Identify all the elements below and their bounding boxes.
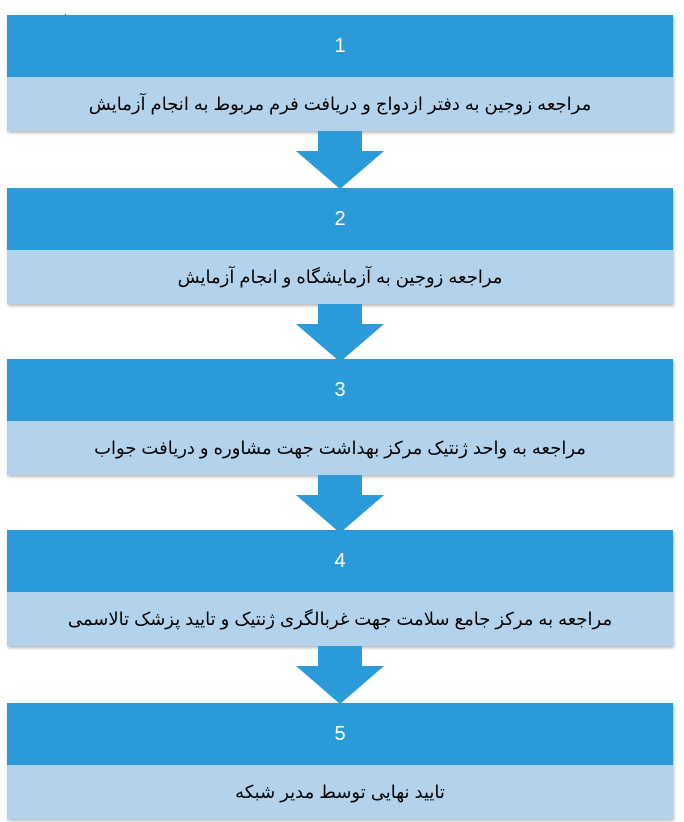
- step-number: 1: [7, 15, 673, 77]
- step-5: [7, 703, 673, 819]
- step-3: [7, 359, 673, 475]
- step-number: 4: [7, 530, 673, 592]
- step-description: مراجعه زوجین به آزمایشگاه و انجام آزمایش: [7, 250, 673, 304]
- step-2: [7, 188, 673, 304]
- step-4: [7, 530, 673, 646]
- down-arrow-icon: [296, 475, 384, 533]
- step-number: 2: [7, 188, 673, 250]
- step-description: مراجعه به مرکز جامع سلامت جهت غربالگری ژنتیک و تایید پزشک تالاسمی: [7, 592, 673, 646]
- step-number: 3: [7, 359, 673, 421]
- step-1: [7, 15, 673, 131]
- down-arrow-icon: [296, 646, 384, 704]
- step-description: تایید نهایی توسط مدیر شبکه: [7, 765, 673, 819]
- down-arrow-icon: [296, 304, 384, 362]
- step-description: مراجعه زوجین به دفتر ازدواج و دریافت فرم مربوط به انجام آزمایش: [7, 77, 673, 131]
- step-number: 5: [7, 703, 673, 765]
- down-arrow-icon: [296, 131, 384, 189]
- step-description: مراجعه به واحد ژنتیک مرکز بهداشت جهت مشاوره و دریافت جواب: [7, 421, 673, 475]
